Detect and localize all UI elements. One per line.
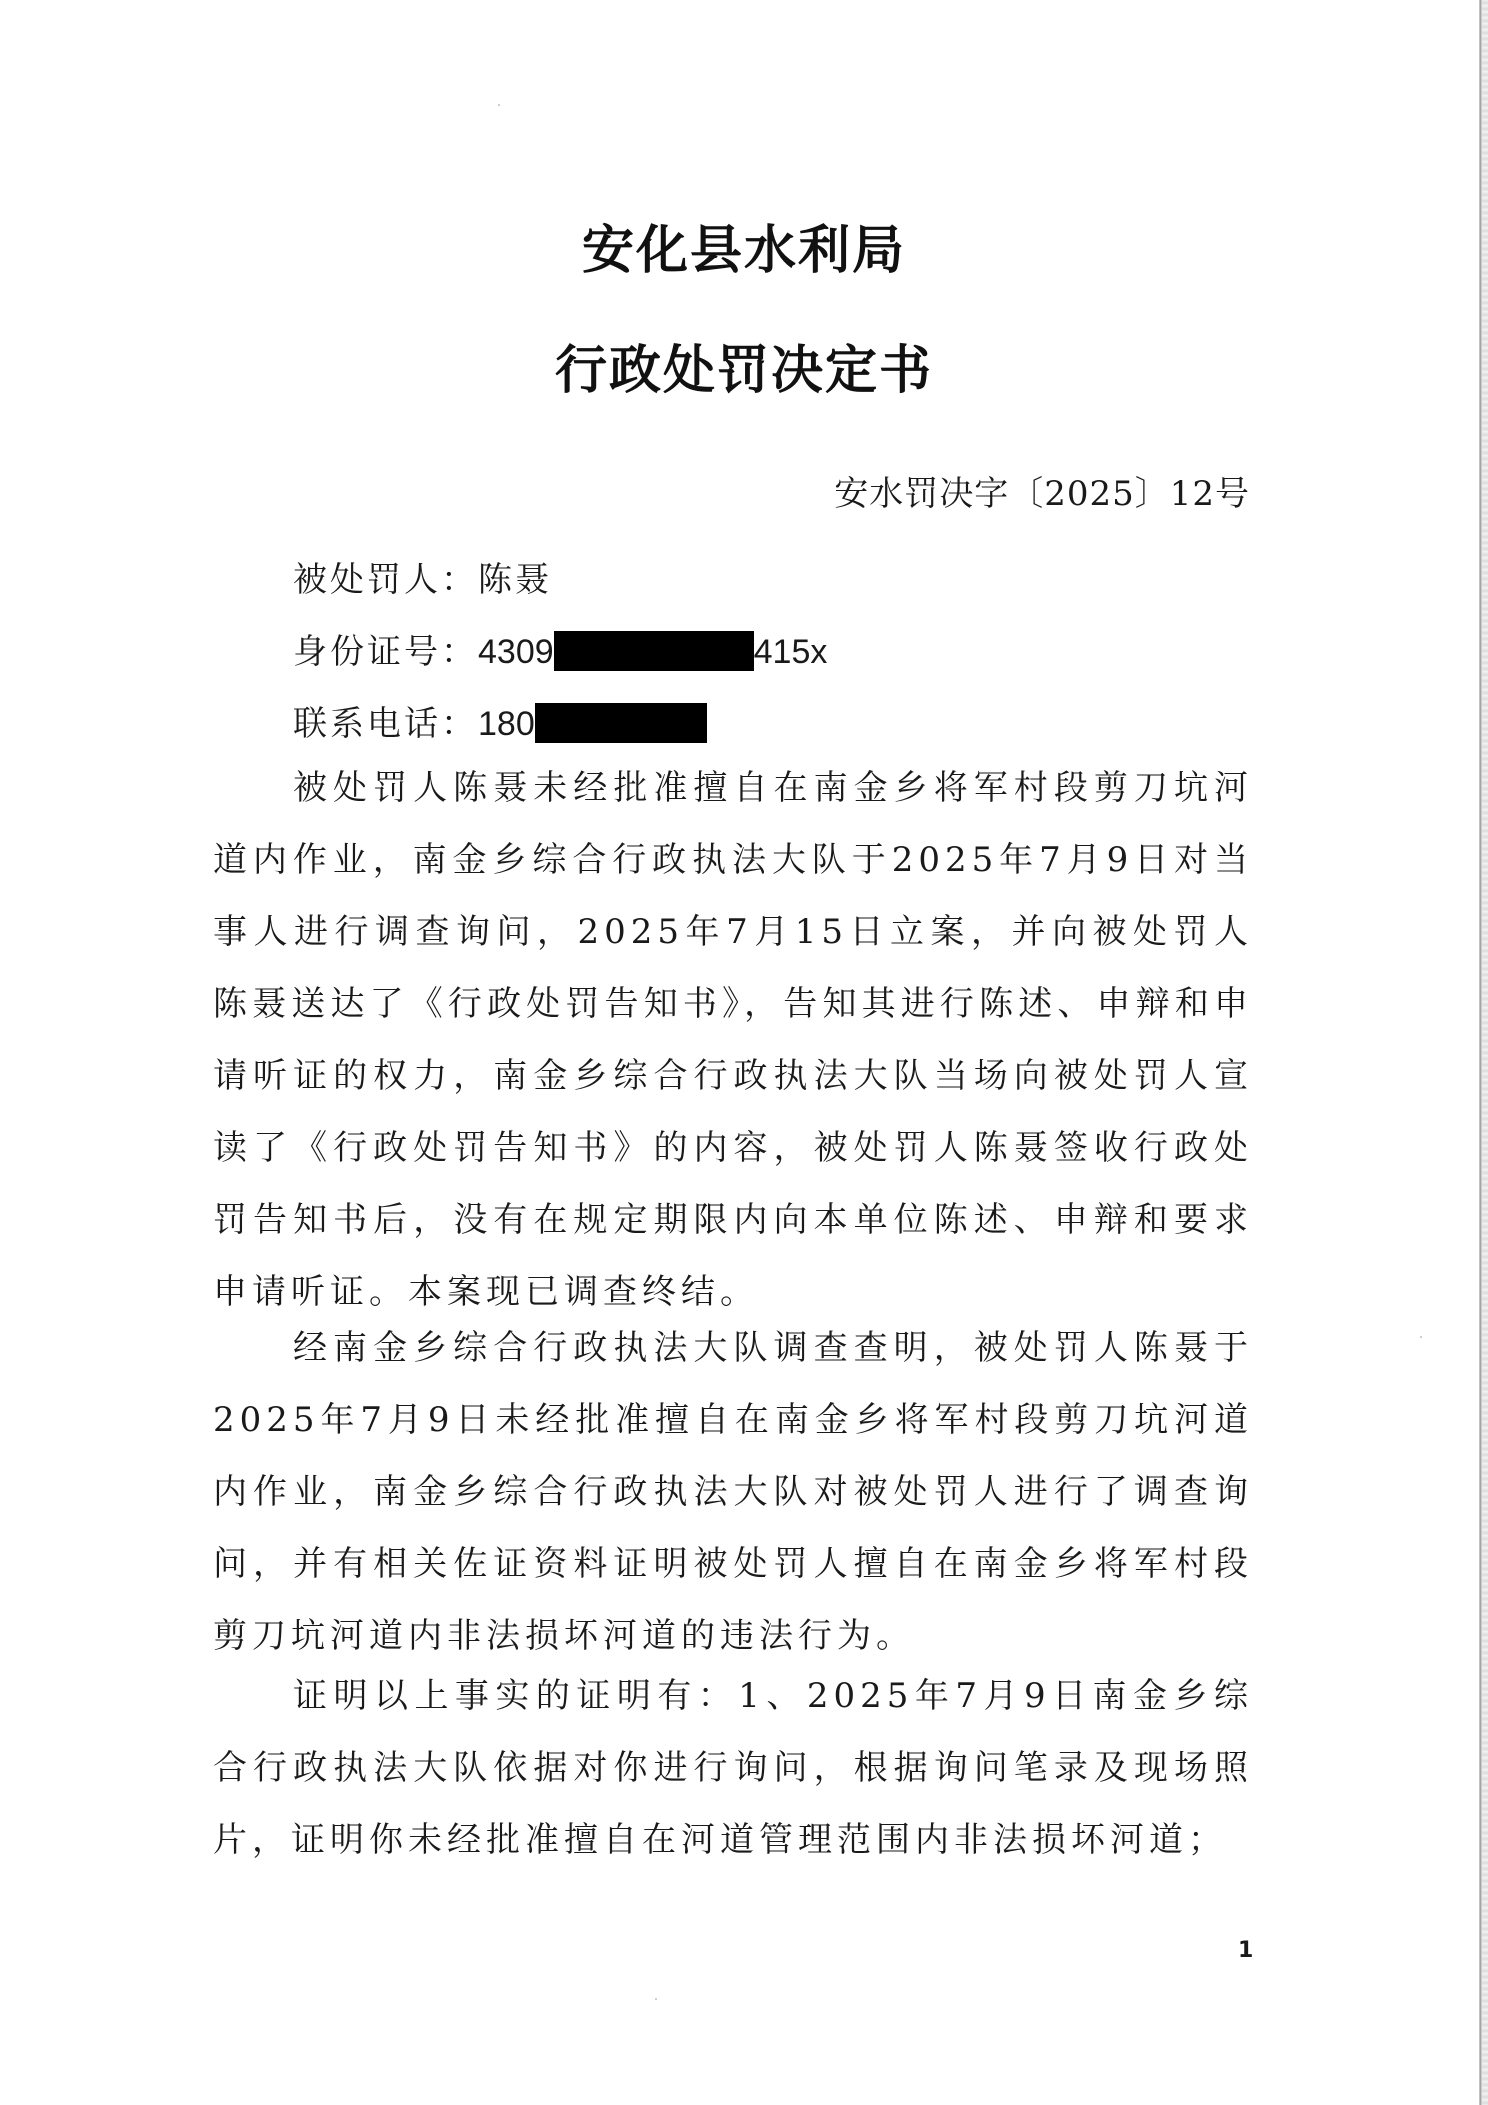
field-label: 被处罚人：: [293, 560, 478, 600]
scan-edge: [1482, 0, 1488, 2105]
id-number-prefix: 4309: [478, 633, 554, 671]
document-title: 行政处罚决定书: [554, 341, 933, 401]
scan-speck: [498, 104, 500, 106]
scan-edge-line: [1479, 0, 1482, 2105]
case-paragraph: 被处罚人陈聂未经批准擅自在南金乡将军村段剪刀坑河道内作业，南金乡综合行政执法大队于2025年7月9日对当事人进行调查询问，2025年7月15日立案，并向被处罚人陈聂送达了《行政处罚告知书》，告知其进行陈述、申辩和申请听证的权力，南金乡综合行政执法大队当场向被处罚人宣读了《行政处罚告知书》的内容，被处罚人陈聂签收行政处罚告知书后，没有在规定期限内向本单位陈述、申辩和要求申请听证。本案现已调查终结。: [213, 768, 1253, 1312]
redaction-bar: [535, 703, 707, 743]
redaction-bar: [554, 631, 754, 671]
findings-paragraph: 经南金乡综合行政执法大队调查查明，被处罚人陈聂于2025年7月9日未经批准擅自在南金乡将军村段剪刀坑河道内作业，南金乡综合行政执法大队对被处罚人进行了调查询问，并有相关佐证资料证明被处罚人擅自在南金乡将军村段剪刀坑河道内非法损坏河道的违法行为。: [213, 1328, 1253, 1656]
page-number: 1: [1238, 1938, 1254, 1963]
penalized-person-field: [293, 552, 552, 601]
field-label: 联系电话：: [293, 704, 478, 744]
phone-field: [293, 696, 707, 745]
scan-speck: [655, 1998, 657, 2000]
field-label: 身份证号：: [293, 632, 478, 672]
penalized-person-name: 陈聂: [478, 560, 552, 600]
phone-prefix: 180: [478, 705, 535, 743]
evidence-paragraph: 证明以上事实的证明有：1、2025年7月9日南金乡综合行政执法大队依据对你进行询问，根据询问笔录及现场照片，证明你未经批准擅自在河道管理范围内非法损坏河道；: [213, 1676, 1253, 1860]
scan-speck: [1420, 1336, 1422, 1338]
id-number-field: [293, 624, 827, 673]
document-number: 安水罚决字〔2025〕12号: [834, 474, 1250, 514]
agency-title: 安化县水利局: [581, 221, 906, 281]
id-number-suffix: 415x: [753, 633, 828, 671]
